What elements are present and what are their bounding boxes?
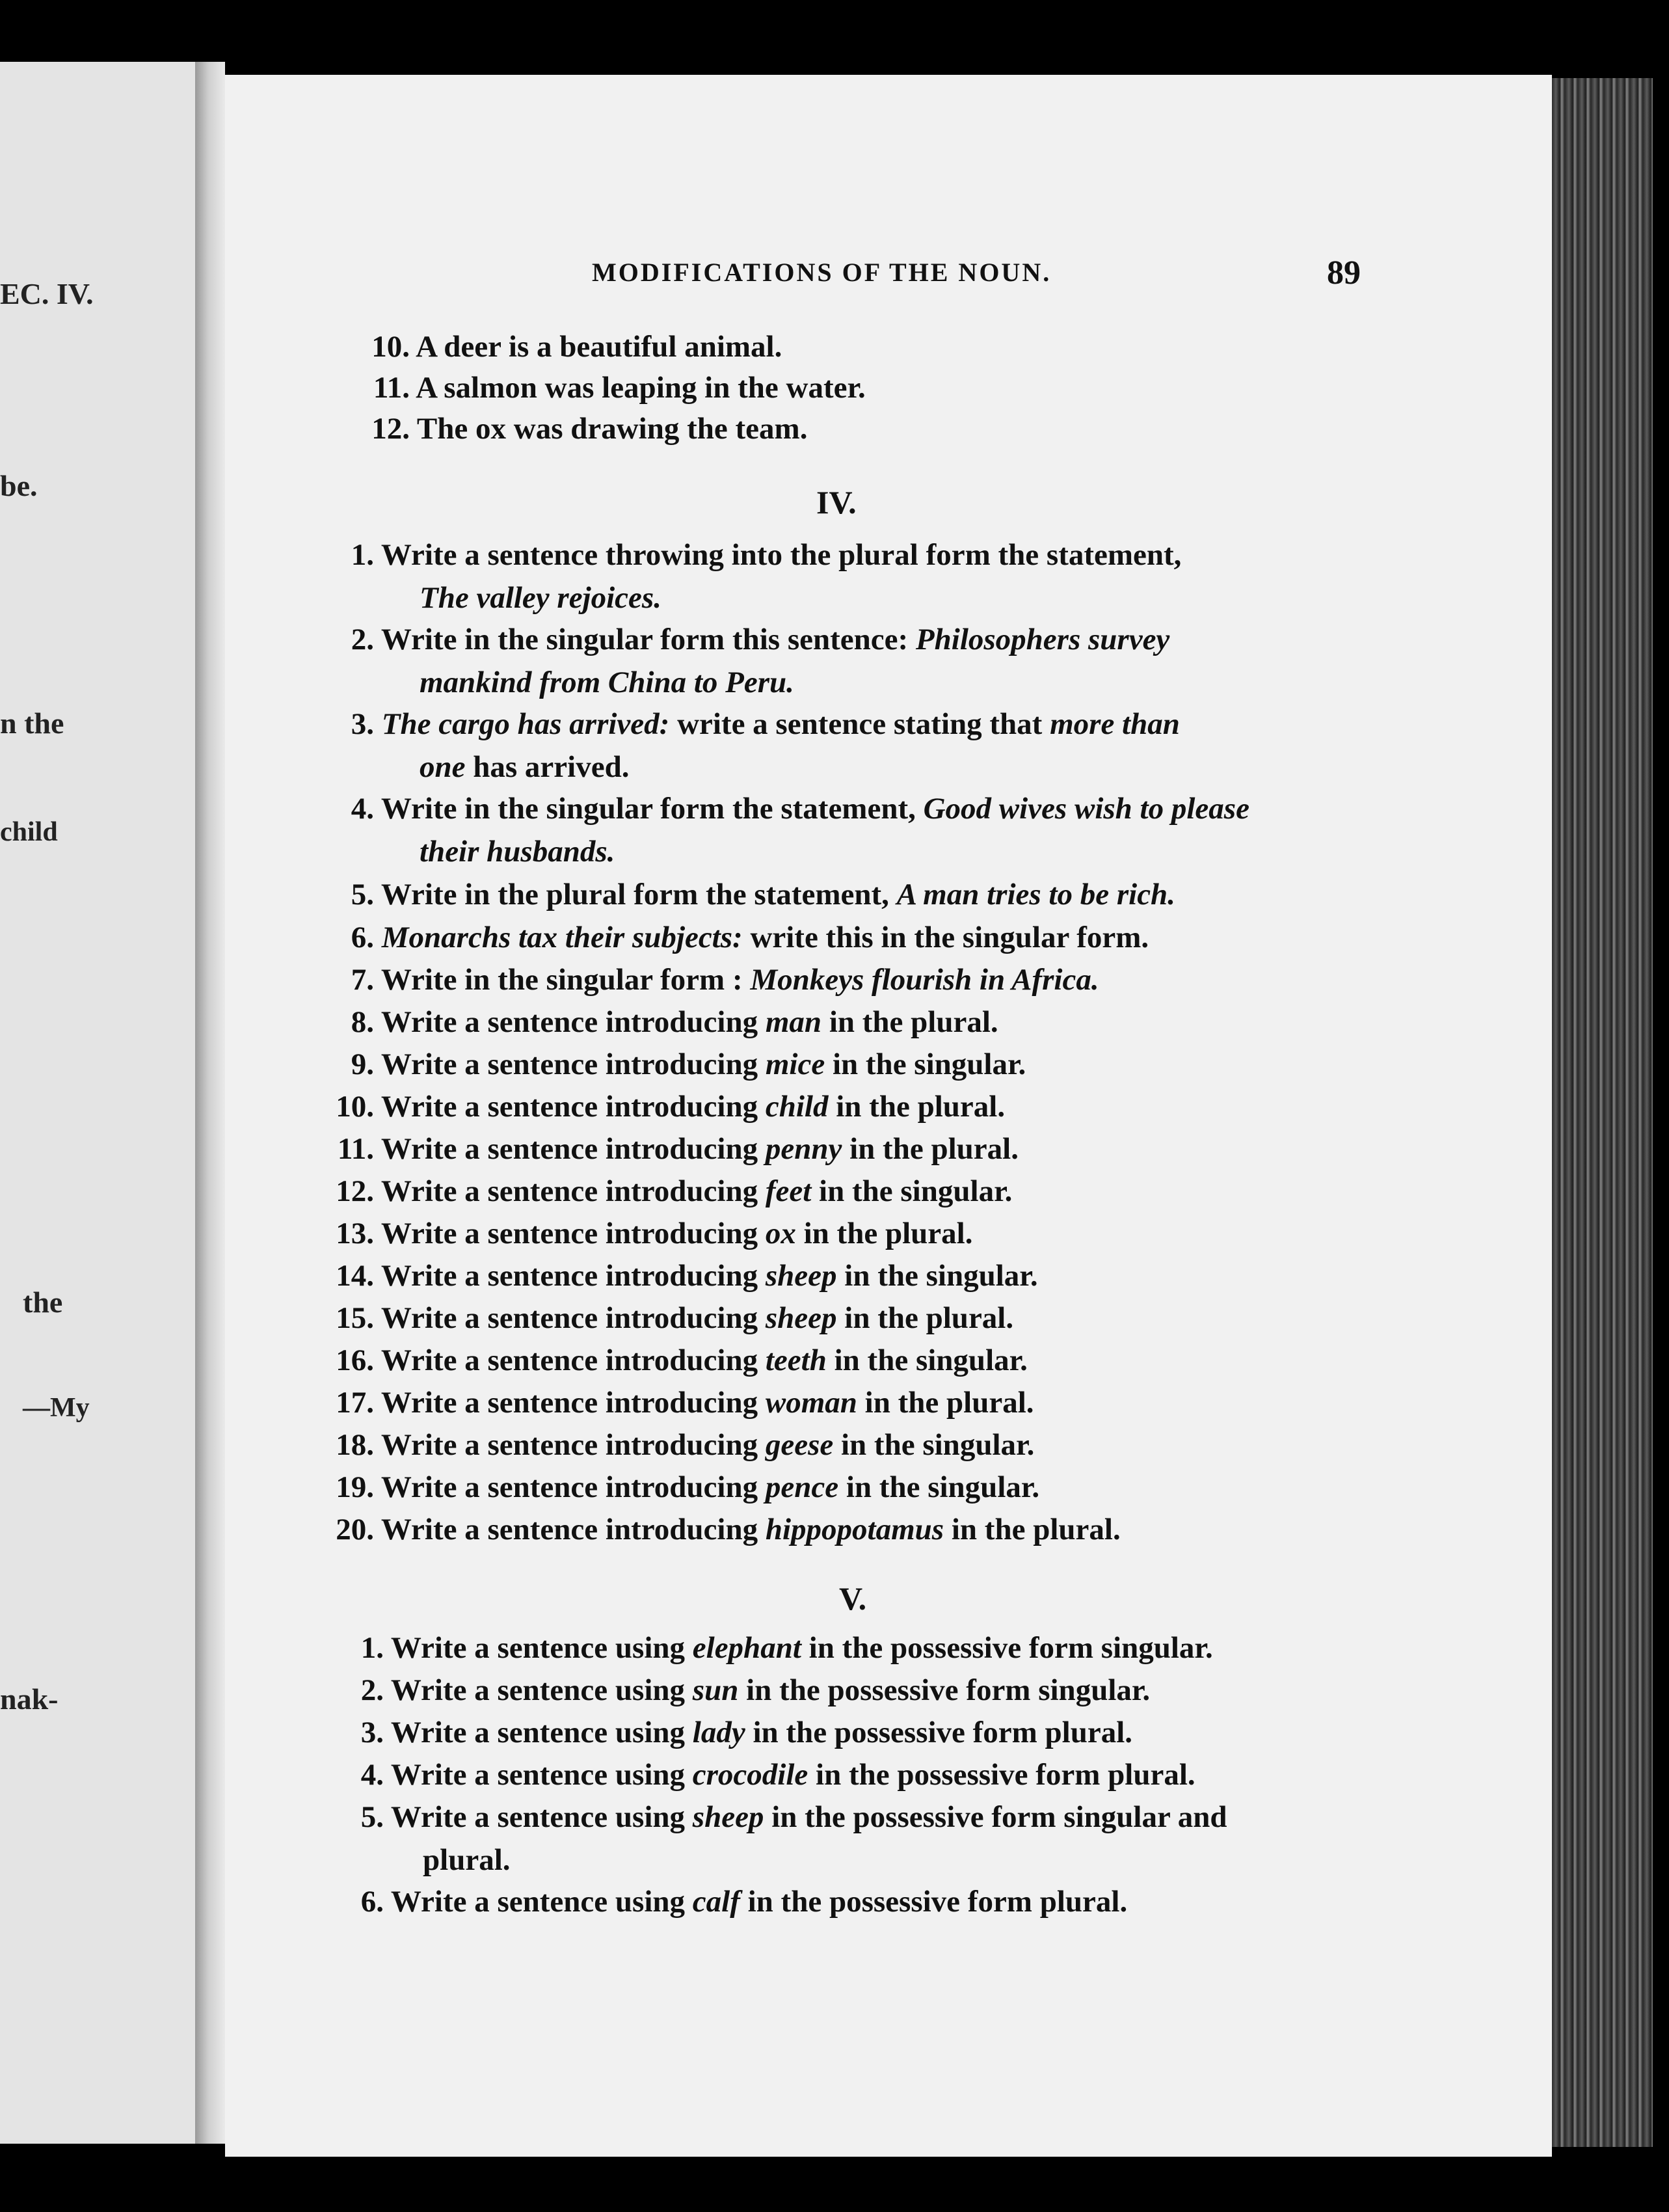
- item-number: 11.: [373, 371, 410, 405]
- page-edges: [1552, 78, 1653, 2147]
- item-text: Write in the singular form the statement,: [381, 792, 924, 826]
- item-text: in the singular.: [825, 1047, 1026, 1081]
- list-item: [328, 923, 1149, 953]
- item-text: in the singular.: [833, 1428, 1035, 1462]
- item-number: 5.: [351, 878, 374, 911]
- item-text: has arrived.: [465, 750, 630, 784]
- item-italic-text: calf: [692, 1885, 740, 1919]
- item-italic-text: A man tries to be rich.: [896, 878, 1175, 911]
- item-italic-text: The cargo has arrived:: [381, 707, 678, 741]
- item-number: 14.: [336, 1259, 374, 1293]
- item-number: 1.: [351, 538, 374, 572]
- list-item: [328, 1049, 1026, 1080]
- item-text: The ox was drawing the team.: [416, 412, 808, 446]
- item-italic-text: lady: [692, 1716, 745, 1749]
- list-item: [328, 709, 1180, 740]
- list-item: [328, 965, 1099, 995]
- item-italic-text: pence: [765, 1470, 839, 1504]
- item-text: in the possessive form singular.: [738, 1673, 1151, 1707]
- list-item: [338, 1718, 1132, 1748]
- list-item: [328, 1176, 1012, 1207]
- item-text: A salmon was leaping in the water.: [416, 371, 866, 405]
- item-italic-text: crocodile: [692, 1758, 808, 1792]
- item-text: in the singular.: [836, 1259, 1038, 1293]
- item-text: in the possessive form singular and: [764, 1800, 1227, 1834]
- item-number: 9.: [351, 1047, 374, 1081]
- item-number: 13.: [336, 1217, 374, 1250]
- item-italic-text: hippopotamus: [765, 1513, 944, 1546]
- list-item: [338, 1633, 1213, 1664]
- page-number: 89: [1327, 254, 1361, 291]
- list-item: [328, 1430, 1034, 1461]
- item-italic-text: ox: [765, 1217, 796, 1250]
- list-item: [338, 1802, 1227, 1833]
- item-text: in the singular.: [838, 1470, 1040, 1504]
- item-number: 5.: [360, 1800, 384, 1834]
- item-italic-text: woman: [765, 1386, 857, 1420]
- item-text: Write a sentence introducing: [381, 1217, 766, 1250]
- item-text: in the plural.: [821, 1005, 998, 1039]
- list-item: [328, 1345, 1028, 1376]
- section-heading-v: V.: [839, 1580, 867, 1617]
- item-number: 3.: [360, 1716, 384, 1749]
- item-text: in the plural.: [857, 1386, 1034, 1420]
- item-italic-text: mice: [765, 1047, 825, 1081]
- list-item: [328, 794, 1249, 824]
- item-text: Write a sentence using: [390, 1716, 693, 1749]
- item-text: in the plural.: [828, 1090, 1006, 1124]
- item-text: Write a sentence using: [390, 1673, 693, 1707]
- list-item: [328, 1303, 1013, 1334]
- item-text: plural.: [423, 1843, 511, 1877]
- item-number: 12.: [371, 412, 410, 446]
- item-text: in the plural.: [836, 1301, 1014, 1335]
- item-text: The valley rejoices.: [420, 581, 661, 615]
- facing-page-fragment: be.: [0, 469, 38, 502]
- item-number: 19.: [336, 1470, 374, 1504]
- item-text: in the possessive form plural.: [808, 1758, 1195, 1792]
- item-text: their husbands.: [420, 835, 615, 869]
- item-text: in the plural.: [944, 1513, 1121, 1546]
- item-italic-text: Monarchs tax their subjects:: [381, 921, 751, 954]
- item-italic-text: sheep: [765, 1301, 837, 1335]
- item-italic-text: Philosophers survey: [915, 623, 1170, 656]
- item-text: mankind from China to Peru.: [420, 666, 794, 699]
- item-text: Write a sentence introducing: [381, 1470, 766, 1504]
- list-item: [328, 1092, 1005, 1122]
- item-text: write a sentence stating that: [677, 707, 1050, 741]
- item-number: 18.: [336, 1428, 374, 1462]
- item-number: 4.: [360, 1758, 384, 1792]
- list-item: [328, 1472, 1039, 1503]
- item-number: 8.: [351, 1005, 374, 1039]
- list-item: [328, 625, 1169, 655]
- item-number: 11.: [337, 1132, 374, 1166]
- list-item: [328, 1219, 972, 1249]
- item-text: Write a sentence using: [390, 1758, 693, 1792]
- item-italic-text: Good wives wish to please: [923, 792, 1249, 826]
- facing-page-fragment: nak-: [0, 1682, 59, 1716]
- list-item: [328, 1007, 998, 1038]
- list-item-continuation: [420, 837, 615, 867]
- item-text: Write a sentence introducing: [381, 1513, 766, 1546]
- item-italic-text: child: [765, 1090, 829, 1124]
- item-italic-text: sun: [692, 1673, 739, 1707]
- list-item: [328, 1515, 1121, 1545]
- item-text: Write a sentence introducing: [381, 1005, 766, 1039]
- list-item: [364, 373, 866, 403]
- item-number: 17.: [336, 1386, 374, 1420]
- item-text: in the plural.: [842, 1132, 1019, 1166]
- list-item-continuation: [420, 752, 629, 783]
- item-text: in the singular.: [811, 1174, 1013, 1208]
- item-number: 16.: [336, 1343, 374, 1377]
- item-text: in the possessive form singular.: [801, 1631, 1213, 1665]
- item-number: 4.: [351, 792, 374, 826]
- item-text: Write a sentence introducing: [381, 1132, 766, 1166]
- item-text: Write a sentence introducing: [381, 1047, 766, 1081]
- item-italic-text: sheep: [765, 1259, 837, 1293]
- item-text: Write a sentence throwing into the plural form the statement,: [381, 538, 1182, 572]
- list-item: [328, 1134, 1019, 1165]
- item-text: in the possessive form plural.: [745, 1716, 1133, 1749]
- item-text: Write a sentence introducing: [381, 1259, 766, 1293]
- item-text: Write a sentence introducing: [381, 1174, 766, 1208]
- item-number: 1.: [360, 1631, 384, 1665]
- item-number: 6.: [360, 1885, 384, 1919]
- item-text: Write in the singular form :: [381, 963, 751, 997]
- facing-page-fragment: —My: [23, 1393, 90, 1423]
- item-italic-text: elephant: [692, 1631, 801, 1665]
- item-italic-text: penny: [765, 1132, 842, 1166]
- list-item: [338, 1887, 1127, 1917]
- item-text: Write in the singular form this sentence:: [381, 623, 916, 656]
- facing-page-fragment: EC. IV.: [0, 277, 94, 310]
- list-item: [328, 1261, 1038, 1291]
- list-item: [328, 540, 1181, 571]
- list-item: [364, 332, 782, 362]
- item-number: 2.: [360, 1673, 384, 1707]
- item-number: 10.: [371, 330, 410, 364]
- item-text: Write a sentence introducing: [381, 1343, 766, 1377]
- facing-page: [0, 62, 195, 2144]
- item-text: Write in the plural form the statement,: [381, 878, 897, 911]
- item-text: Write a sentence introducing: [381, 1428, 766, 1462]
- item-number: 3.: [351, 707, 374, 741]
- item-number: 12.: [336, 1174, 374, 1208]
- list-item: [338, 1760, 1195, 1790]
- list-item: [328, 880, 1175, 910]
- item-number: 7.: [351, 963, 374, 997]
- item-number: 6.: [351, 921, 374, 954]
- item-text: A deer is a beautiful animal.: [416, 330, 782, 364]
- item-italic-text: one: [420, 750, 466, 784]
- item-italic-text: teeth: [765, 1343, 827, 1377]
- item-number: 20.: [336, 1513, 374, 1546]
- item-text: in the plural.: [795, 1217, 973, 1250]
- item-italic-text: man: [765, 1005, 822, 1039]
- item-text: in the possessive form plural.: [740, 1885, 1128, 1919]
- item-text: Write a sentence using: [390, 1800, 693, 1834]
- item-number: 2.: [351, 623, 374, 656]
- item-text: in the singular.: [826, 1343, 1028, 1377]
- book-gutter: [195, 62, 225, 2144]
- item-text: Write a sentence introducing: [381, 1301, 766, 1335]
- item-italic-text: sheep: [692, 1800, 764, 1834]
- facing-page-fragment: the: [23, 1286, 63, 1319]
- list-item-continuation: [420, 668, 794, 698]
- list-item: [338, 1675, 1150, 1706]
- item-number: 15.: [336, 1301, 374, 1335]
- item-text: Write a sentence using: [390, 1631, 693, 1665]
- section-heading-iv: IV.: [816, 484, 857, 520]
- item-italic-text: geese: [765, 1428, 834, 1462]
- item-text: write this in the singular form.: [750, 921, 1149, 954]
- facing-page-fragment: n the: [0, 707, 64, 740]
- item-text: Write a sentence introducing: [381, 1090, 766, 1124]
- item-text: Write a sentence using: [390, 1885, 693, 1919]
- item-italic-text: feet: [765, 1174, 812, 1208]
- item-number: 10.: [336, 1090, 374, 1124]
- item-text: Write a sentence introducing: [381, 1386, 766, 1420]
- list-item-continuation: [420, 583, 661, 614]
- facing-page-fragment: child: [0, 817, 58, 847]
- running-head: MODIFICATIONS OF THE NOUN.: [592, 258, 1052, 287]
- list-item-continuation: [423, 1845, 511, 1876]
- item-italic-text: Monkeys flourish in Africa.: [750, 963, 1099, 997]
- list-item: [364, 414, 807, 444]
- item-italic-text: more than: [1050, 707, 1180, 741]
- list-item: [328, 1388, 1034, 1418]
